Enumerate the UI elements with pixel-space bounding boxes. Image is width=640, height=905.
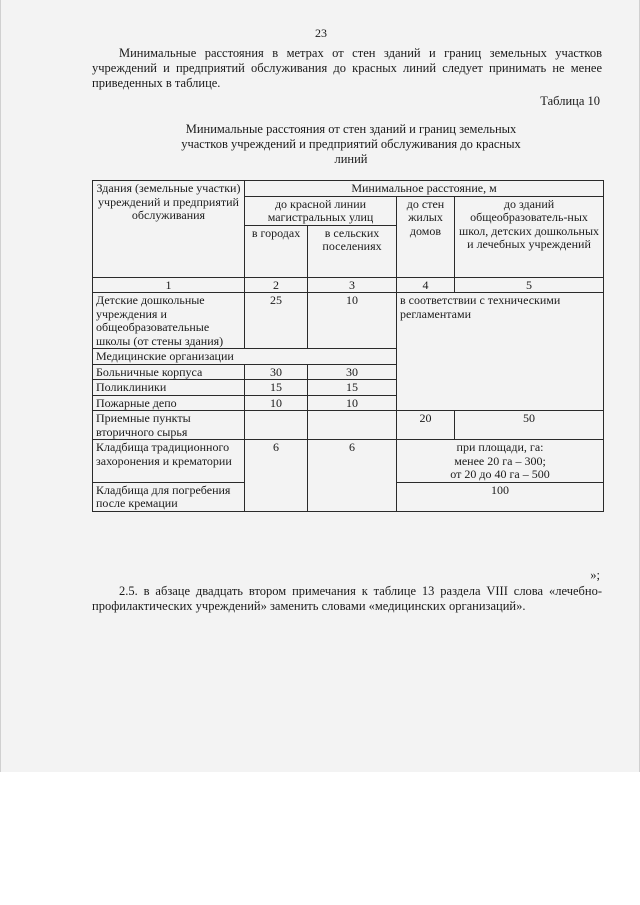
table-title-line: Минимальные расстояния от стен зданий и границ земельных [185, 122, 517, 136]
value-villages: 10 [308, 395, 397, 411]
column-number: 4 [397, 277, 455, 293]
table-title [1, 122, 640, 167]
value-villages: 30 [308, 364, 397, 380]
table-title-line: линий [334, 152, 368, 166]
row-label: Детские дошкольные учреждения и общеобразовательные школы (от стены здания) [93, 293, 245, 349]
column-number: 3 [308, 277, 397, 293]
row-label: Больничные корпуса [93, 364, 245, 380]
table-label: Таблица 10 [540, 94, 600, 108]
column-numbers-row [93, 277, 604, 293]
blank-margin [0, 772, 640, 905]
note-line: от 20 до 40 га – 500 [450, 467, 550, 481]
table-row [93, 440, 604, 483]
regulations-note: в соответствии с техническими регламентами [397, 293, 604, 411]
header-row [93, 181, 604, 197]
value-cities: 10 [245, 395, 308, 411]
row-label: Кладбища для погребения после кремации [93, 482, 245, 511]
value-cities: 30 [245, 364, 308, 380]
note-line: при площади, га: [456, 440, 544, 454]
value-buildings: 50 [455, 411, 604, 440]
value-cities-empty [245, 411, 308, 440]
value-villages: 10 [308, 293, 397, 349]
value-villages: 6 [308, 440, 397, 512]
row-label: Поликлиники [93, 380, 245, 396]
distance-table [92, 180, 604, 512]
page-number: 23 [315, 26, 327, 40]
column-number: 2 [245, 277, 308, 293]
header-villages: в сельских поселениях [308, 225, 397, 277]
header-cities: в городах [245, 225, 308, 277]
row-label: Пожарные депо [93, 395, 245, 411]
column-number: 1 [93, 277, 245, 293]
header-min-distance: Минимальное расстояние, м [245, 181, 604, 197]
header-buildings: до зданий общеобразователь-ных школ, детских дошкольных и лечебных учреждений [455, 196, 604, 277]
value-cities: 15 [245, 380, 308, 396]
cemeteries-note [397, 440, 604, 483]
header-building-column: Здания (земельные участки) учреждений и предприятий обслуживания [93, 181, 245, 278]
value-walls: 20 [397, 411, 455, 440]
value-cities: 25 [245, 293, 308, 349]
value-cities: 6 [245, 440, 308, 512]
value-villages-empty [308, 411, 397, 440]
value-cremation: 100 [397, 482, 604, 511]
header-walls: до стен жилых домов [397, 196, 455, 277]
amendment-paragraph: 2.5. в абзаце двадцать втором примечания к таблице 13 раздела VIII слова «лечебно-профилактических учреждений» заменить словами «медицинских организаций». [92, 584, 602, 613]
table-row [93, 293, 604, 349]
table-title-line: участков учреждений и предприятий обслуживания до красных [181, 137, 521, 151]
row-label: Приемные пункты вторичного сырья [93, 411, 245, 440]
row-label: Медицинские организации [93, 349, 397, 365]
note-line: менее 20 га – 300; [454, 453, 546, 468]
column-number: 5 [455, 277, 604, 293]
row-label: Кладбища традиционного захоронения и крематории [93, 440, 245, 483]
value-villages: 15 [308, 380, 397, 396]
intro-paragraph: Минимальные расстояния в метрах от стен зданий и границ земельных участков учреждений и предприятий обслуживания до красных линий следует принимать не менее приведенных в таблице. [92, 46, 602, 90]
table-row [93, 411, 604, 440]
header-red-line: до красной линии магистральных улиц [245, 196, 397, 225]
closing-quote: »; [590, 568, 600, 582]
